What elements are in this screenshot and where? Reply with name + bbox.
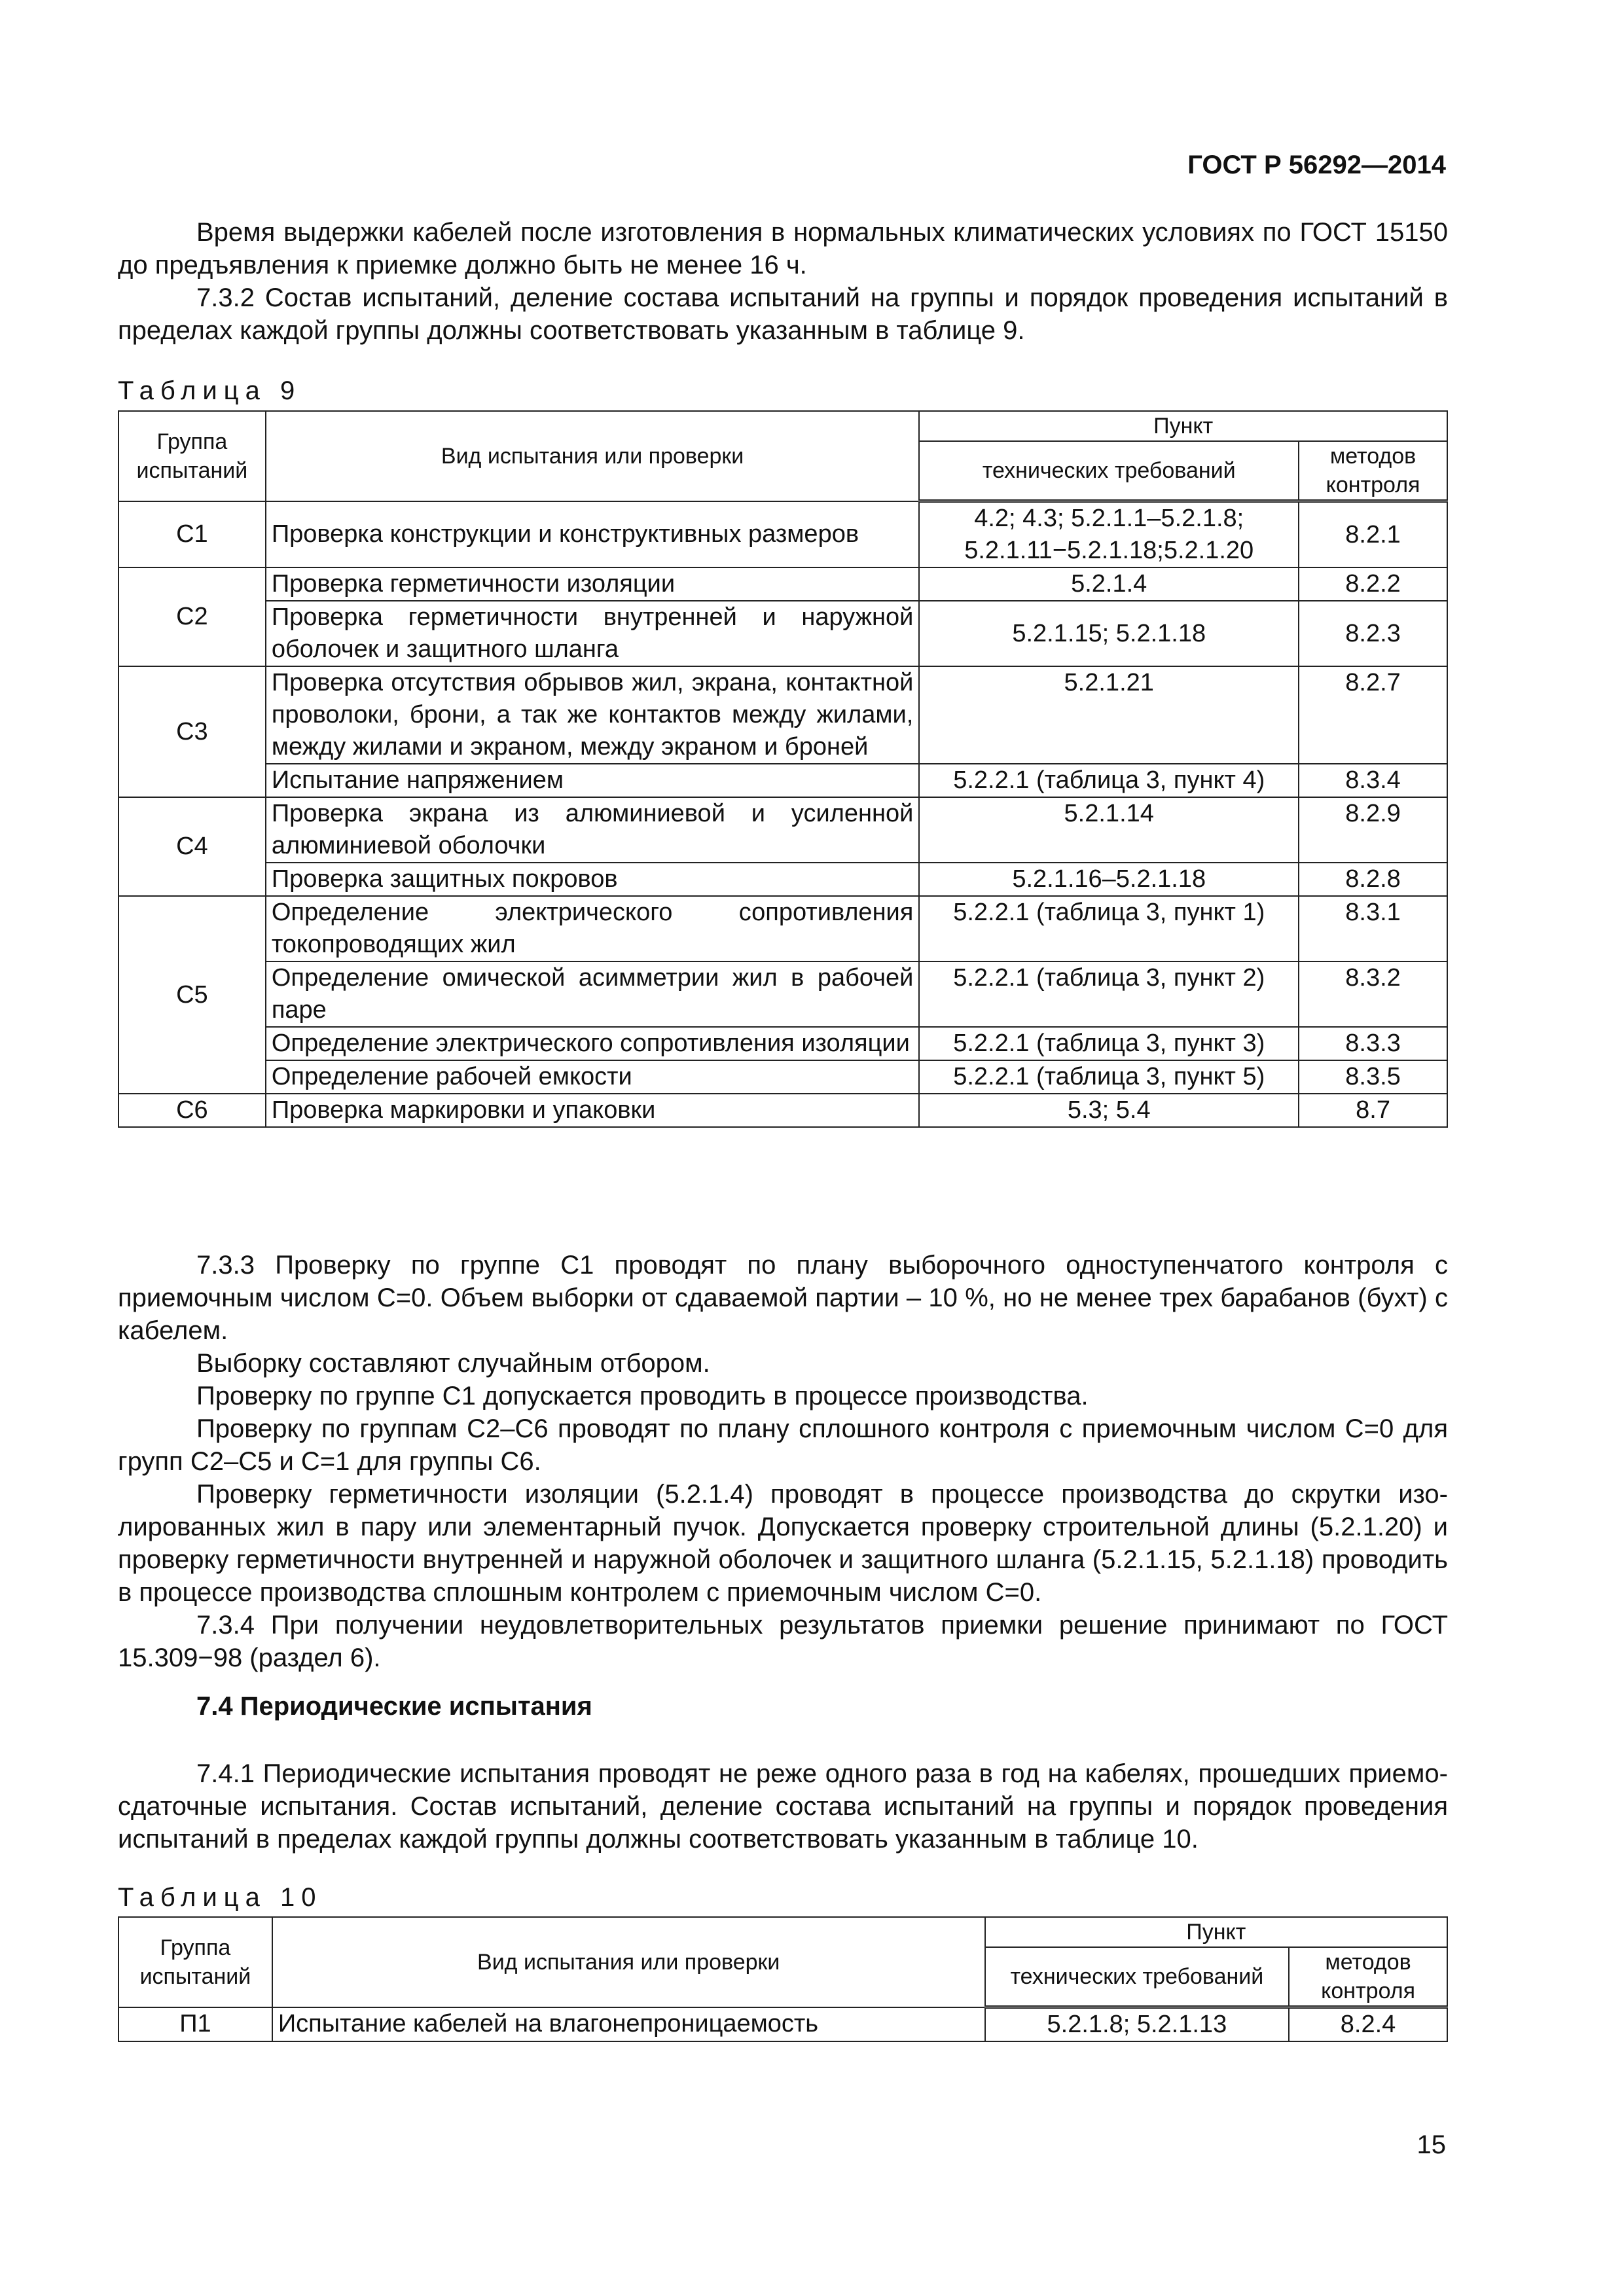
tech-cell: 5.2.2.1 (таблица 3, пункт 4)	[919, 764, 1299, 797]
test-cell: Проверка маркировки и упаковки	[266, 1094, 920, 1127]
method-cell: 8.3.5	[1299, 1060, 1447, 1094]
paragraph: Время выдержки кабелей после изготовления в нормальных климатических условиях по ГОСТ 15150 до предъявления к приемке должно быть не менее 16 ч.	[118, 218, 1448, 279]
middle-text	[118, 1249, 1448, 1674]
section-title: 7.4 Периодические испытания	[196, 1692, 592, 1721]
paragraph: Проверку по группе С1 допускается проводить в процессе производства.	[196, 1382, 1089, 1410]
test-cell: Определение рабочей емкости	[266, 1060, 920, 1094]
paragraph: Выборку составляют случайным отбором.	[196, 1349, 710, 1378]
table-row	[118, 896, 1447, 961]
test-cell: Определение электрического сопротивления токопроводящих жил	[266, 896, 920, 961]
tech-cell: 5.2.1.21	[919, 666, 1299, 764]
test-cell: Проверка герметичности внутренней и наружной оболочек и защитного шланга	[266, 601, 920, 666]
test-cell: Испытание напряжением	[266, 764, 920, 797]
tech-cell: 5.2.1.14	[919, 797, 1299, 863]
test-cell: Проверка герметичности изоляции	[266, 567, 920, 601]
table-row	[118, 601, 1447, 666]
method-cell: 8.3.2	[1299, 961, 1447, 1027]
col-header-tech: технических требований	[985, 1947, 1290, 2007]
table-9	[118, 410, 1448, 1128]
method-cell: 8.2.8	[1299, 863, 1447, 896]
table-row	[118, 961, 1447, 1027]
col-header-tech: технических требований	[919, 441, 1299, 501]
method-cell: 8.3.1	[1299, 896, 1447, 961]
paragraph: 7.3.4 При получении неудовлетворительных результатов приемки решение принимают по ГОСТ 15.309−98 (раздел 6).	[118, 1611, 1448, 1672]
tech-cell: 5.2.1.16–5.2.1.18	[919, 863, 1299, 896]
method-cell: 8.2.3	[1299, 601, 1447, 666]
table9-caption: Таблица 9	[118, 376, 302, 405]
col-header-group: Группа испытаний	[118, 1917, 272, 2007]
tech-cell: 5.3; 5.4	[919, 1094, 1299, 1127]
tech-cell: 5.2.2.1 (таблица 3, пункт 5)	[919, 1060, 1299, 1094]
method-cell: 8.2.7	[1299, 666, 1447, 764]
test-cell: Определение электрического сопротивления изоляции	[266, 1027, 920, 1060]
col-header-point: Пункт	[985, 1917, 1447, 1947]
method-cell: 8.2.2	[1299, 567, 1447, 601]
method-cell: 8.2.9	[1299, 797, 1447, 863]
method-cell: 8.7	[1299, 1094, 1447, 1127]
method-cell: 8.2.1	[1299, 501, 1447, 568]
table-row	[118, 1060, 1447, 1094]
test-cell: Проверка отсутствия обрывов жил, экрана, контактной проволоки, брони, а так же контактов между жилами, между жилами и экраном, между экраном и броней	[266, 666, 920, 764]
group-cell: С4	[118, 797, 266, 896]
test-cell: Испытание кабелей на влагонепроницаемость	[272, 2007, 985, 2042]
table-row	[118, 666, 1447, 764]
page-header-standard: ГОСТ Р 56292—2014	[1187, 151, 1446, 179]
group-cell: С2	[118, 567, 266, 666]
paragraph: Проверку по группам С2–С6 проводят по плану сплошного контроля с приемочным числом С=0 для групп С2–С5 и С=1 для группы С6.	[118, 1414, 1448, 1476]
page-number: 15	[1416, 2130, 1446, 2159]
group-cell: С6	[118, 1094, 266, 1127]
col-header-test: Вид испытания или проверки	[272, 1917, 985, 2007]
table-row	[118, 764, 1447, 797]
table-row	[118, 567, 1447, 601]
table-row	[118, 501, 1447, 568]
paragraph: 7.3.2 Состав испытаний, деление состава испытаний на группы и порядок проведения испытаний в пределах каждой группы должны соответствовать указанным в таблице 9.	[118, 283, 1448, 345]
table10-caption: Таблица 10	[118, 1883, 323, 1912]
tech-cell: 5.2.2.1 (таблица 3, пункт 1)	[919, 896, 1299, 961]
tech-cell: 5.2.1.4	[919, 567, 1299, 601]
table-row	[118, 863, 1447, 896]
group-cell: С1	[118, 501, 266, 568]
test-cell: Проверка защитных покровов	[266, 863, 920, 896]
group-cell: С3	[118, 666, 266, 797]
tech-cell: 5.2.1.15; 5.2.1.18	[919, 601, 1299, 666]
test-cell: Проверка экрана из алюминиевой и усиленной алюминиевой оболочки	[266, 797, 920, 863]
intro-text	[118, 216, 1448, 347]
col-header-group: Группа испытаний	[118, 411, 266, 501]
table-10	[118, 1916, 1448, 2042]
table-row	[118, 797, 1447, 863]
tech-cell: 5.2.2.1 (таблица 3, пункт 2)	[919, 961, 1299, 1027]
table-row	[118, 1027, 1447, 1060]
group-cell: С5	[118, 896, 266, 1094]
col-header-test: Вид испытания или проверки	[266, 411, 920, 501]
tech-cell: 5.2.1.8; 5.2.1.13	[985, 2007, 1290, 2042]
test-cell: Определение омической асимметрии жил в рабочей паре	[266, 961, 920, 1027]
test-cell: Проверка конструкции и конструктивных размеров	[266, 501, 920, 568]
paragraph: Проверку герметичности изоляции (5.2.1.4) проводят в процессе производства до скрутки изолированных жил в пару или элементарный пучок. Допускается проверку строительной длины (5.2.1.20) и проверку герметичности внутренней и наружной оболочек и защитного шланга (5.2.1.15, 5.2.1.18) проводить в процессе производства сплошным контролем с приемочным числом С=0.	[118, 1480, 1448, 1607]
col-header-methods: методов контроля	[1289, 1947, 1447, 2007]
method-cell: 8.2.4	[1289, 2007, 1447, 2042]
table-row	[118, 2007, 1447, 2042]
col-header-methods: методов контроля	[1299, 441, 1447, 501]
paragraph: 7.3.3 Проверку по группе С1 проводят по плану выборочного одноступенчатого контроля с приемочным числом С=0. Объем выборки от сдаваемой партии – 10 %, но не менее трех барабанов (бухт) с кабелем.	[118, 1251, 1448, 1345]
method-cell: 8.3.3	[1299, 1027, 1447, 1060]
paragraph: 7.4.1 Периодические испытания проводят не реже одного раза в год на кабелях, прошедших приемо-сдаточные испытания. Состав испытаний, деление состава испытаний на группы и порядок проведения испытаний в пределах каждой группы должны соответствовать указанным в таблице 10.	[118, 1759, 1448, 1854]
tech-cell: 5.2.2.1 (таблица 3, пункт 3)	[919, 1027, 1299, 1060]
section-text	[118, 1757, 1448, 1856]
tech-cell: 4.2; 4.3; 5.2.1.1–5.2.1.8; 5.2.1.11−5.2.1.18;5.2.1.20	[919, 501, 1299, 568]
method-cell: 8.3.4	[1299, 764, 1447, 797]
col-header-point: Пункт	[919, 411, 1447, 441]
table-row	[118, 1094, 1447, 1127]
group-cell: П1	[118, 2007, 272, 2042]
